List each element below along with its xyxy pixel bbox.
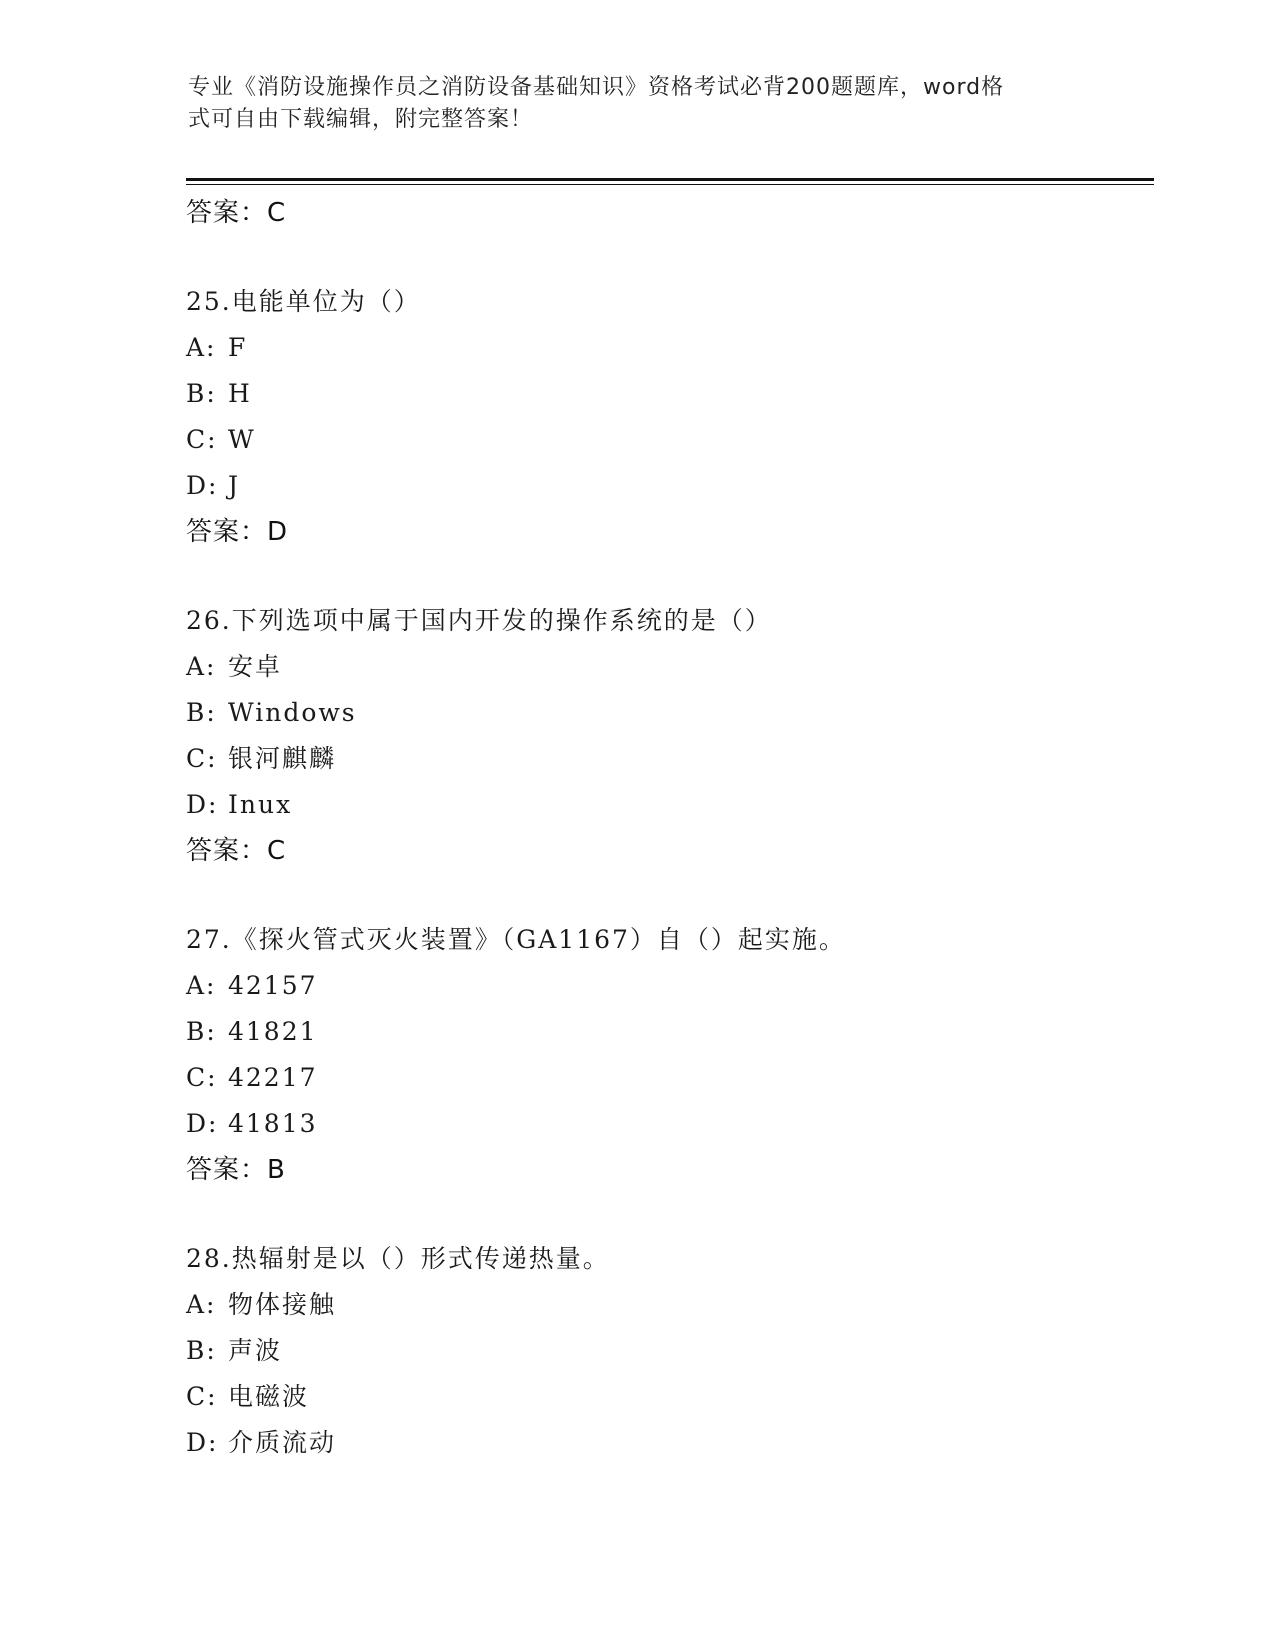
option-letter: B:	[186, 1336, 217, 1365]
option-letter: A:	[186, 652, 217, 681]
answer-line: 答案：B	[186, 1155, 286, 1185]
option-letter: D:	[186, 471, 219, 500]
option-letter: C:	[186, 1063, 218, 1092]
header-rule-thin	[186, 184, 1154, 185]
option-a	[186, 963, 1146, 1009]
option-text: 41821	[228, 1017, 318, 1046]
question-block	[186, 917, 1146, 1193]
option-text: 介质流动	[228, 1428, 337, 1457]
option-text: 声波	[228, 1336, 283, 1365]
option-text: J	[228, 471, 241, 500]
option-text: 安卓	[228, 652, 283, 681]
option-c	[186, 417, 1146, 463]
option-d	[186, 1420, 1146, 1466]
question-block	[186, 598, 1146, 874]
option-text: Inux	[228, 790, 293, 819]
option-letter: B:	[186, 379, 217, 408]
option-text: H	[228, 379, 252, 408]
option-text: 42157	[228, 971, 318, 1000]
option-letter: C:	[186, 1382, 218, 1411]
header-rule-thick	[186, 178, 1154, 181]
option-letter: D:	[186, 1109, 219, 1138]
option-d	[186, 463, 1146, 509]
option-b	[186, 1328, 1146, 1374]
option-c	[186, 1374, 1146, 1420]
option-text: 银河麒麟	[228, 744, 337, 773]
option-text: F	[228, 333, 248, 362]
option-text: Windows	[228, 698, 357, 727]
option-letter: C:	[186, 744, 218, 773]
option-text: 物体接触	[228, 1290, 337, 1319]
previous-answer-block	[186, 190, 1146, 236]
option-letter: B:	[186, 698, 217, 727]
option-a	[186, 325, 1146, 371]
option-c	[186, 1055, 1146, 1101]
option-letter: D:	[186, 790, 219, 819]
option-a	[186, 1282, 1146, 1328]
option-letter: A:	[186, 1290, 217, 1319]
option-letter: B:	[186, 1017, 217, 1046]
question-block	[186, 279, 1146, 555]
answer-line: 答案：C	[186, 198, 287, 228]
document-header	[188, 72, 1068, 136]
option-d	[186, 1101, 1146, 1147]
option-b	[186, 690, 1146, 736]
option-a	[186, 644, 1146, 690]
header-line-1: 专业《消防设施操作员之消防设备基础知识》资格考试必背200题题库，word格	[188, 75, 1005, 100]
answer-line: 答案：D	[186, 517, 289, 547]
question-stem: 25.电能单位为（）	[186, 287, 421, 316]
option-letter: A:	[186, 333, 217, 362]
answer-line: 答案：C	[186, 836, 287, 866]
question-list	[186, 190, 1146, 1466]
option-letter: A:	[186, 971, 217, 1000]
option-d	[186, 782, 1146, 828]
option-text: W	[228, 425, 256, 454]
question-stem: 28.热辐射是以（）形式传递热量。	[186, 1244, 610, 1273]
option-b	[186, 1009, 1146, 1055]
option-text: 42217	[228, 1063, 318, 1092]
option-c	[186, 736, 1146, 782]
option-letter: C:	[186, 425, 218, 454]
header-line-2: 式可自由下载编辑，附完整答案！	[188, 107, 534, 132]
question-stem: 26.下列选项中属于国内开发的操作系统的是（）	[186, 606, 772, 635]
option-text: 电磁波	[228, 1382, 310, 1411]
option-letter: D:	[186, 1428, 219, 1457]
option-b	[186, 371, 1146, 417]
option-text: 41813	[228, 1109, 318, 1138]
question-block	[186, 1236, 1146, 1466]
question-stem: 27.《探火管式灭火装置》（GA1167）自（）起实施。	[186, 925, 846, 954]
